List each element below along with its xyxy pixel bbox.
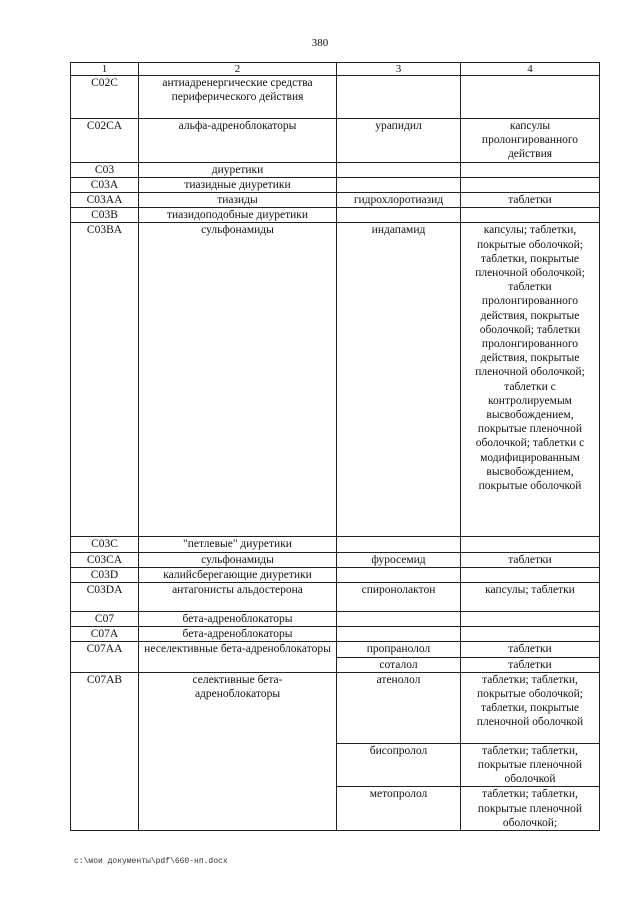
dosage-form: таблетки; таблетки, покрытые оболочкой; таблетки, покрытые пленочной оболочкой — [461, 672, 600, 743]
drug-name — [337, 208, 461, 223]
drug-name: метопролол — [337, 787, 461, 831]
dosage-form: капсулы; таблетки, покрытые оболочкой; таблетки, покрытые пленочной оболочкой; таблетки пролонгированного действия, покрытые оболочкой; таблетки пролонгированного действия, покрытые пленочной оболочкой; таблетки с контролируемым высвобождением, покрытые пленочной оболочкой; таблетки с модифицированным высвобождением, покрытые оболочкой — [461, 223, 600, 537]
drug-name — [337, 537, 461, 552]
group-name: антиадренергические средства периферического действия — [139, 76, 337, 119]
group-name: антагонисты альдостерона — [139, 583, 337, 612]
dosage-form: таблетки; таблетки, покрытые пленочной оболочкой — [461, 743, 600, 787]
group-name: сульфонамиды — [139, 223, 337, 537]
drug-name: спиронолактон — [337, 583, 461, 612]
dosage-form: капсулы пролонгированного действия — [461, 119, 600, 163]
atc-code: C02CA — [71, 119, 139, 163]
column-header: 2 — [139, 63, 337, 76]
drug-name: бисопролол — [337, 743, 461, 787]
dosage-form — [461, 177, 600, 192]
table-row — [71, 223, 600, 537]
drug-name — [337, 76, 461, 119]
group-name: калийсберегающие диуретики — [139, 567, 337, 582]
dosage-form — [461, 162, 600, 177]
atc-code: C03CA — [71, 552, 139, 567]
dosage-form — [461, 612, 600, 627]
group-name: альфа-адреноблокаторы — [139, 119, 337, 163]
table-row — [71, 208, 600, 223]
table-row — [71, 642, 600, 657]
atc-code: C02C — [71, 76, 139, 119]
drug-name — [337, 177, 461, 192]
group-name: бета-адреноблокаторы — [139, 627, 337, 642]
drug-name: соталол — [337, 657, 461, 672]
group-name: тиазидоподобные диуретики — [139, 208, 337, 223]
dosage-form — [461, 76, 600, 119]
drug-name: индапамид — [337, 223, 461, 537]
atc-code: C07A — [71, 627, 139, 642]
column-header: 1 — [71, 63, 139, 76]
atc-code: C03AA — [71, 193, 139, 208]
group-name: тиазиды — [139, 193, 337, 208]
group-name: тиазидные диуретики — [139, 177, 337, 192]
atc-code: C07AA — [71, 642, 139, 672]
page-number: 380 — [311, 37, 329, 49]
column-header: 3 — [337, 63, 461, 76]
table-row — [71, 177, 600, 192]
group-name: селективные бета-адреноблокаторы — [139, 672, 337, 830]
dosage-form — [461, 627, 600, 642]
drug-name — [337, 567, 461, 582]
table-row — [71, 537, 600, 552]
atc-code: C07AB — [71, 672, 139, 830]
atc-code: C03B — [71, 208, 139, 223]
atc-code: C03A — [71, 177, 139, 192]
table-row — [71, 627, 600, 642]
table-row — [71, 567, 600, 582]
dosage-form: капсулы; таблетки — [461, 583, 600, 612]
table-header-row — [71, 63, 600, 76]
atc-code: C03 — [71, 162, 139, 177]
group-name: бета-адреноблокаторы — [139, 612, 337, 627]
footer-file-path: c:\мои документы\pdf\660-нп.docx — [74, 857, 228, 866]
atc-code: C03DA — [71, 583, 139, 612]
dosage-form — [461, 537, 600, 552]
table-row — [71, 583, 600, 612]
dosage-form — [461, 567, 600, 582]
drug-name — [337, 612, 461, 627]
table-row — [71, 162, 600, 177]
atc-code: C03D — [71, 567, 139, 582]
drug-name: гидрохлоротиазид — [337, 193, 461, 208]
atc-code: C03C — [71, 537, 139, 552]
group-name: "петлевые" диуретики — [139, 537, 337, 552]
drug-name: пропранолол — [337, 642, 461, 657]
atc-code: C03BA — [71, 223, 139, 537]
drug-name: урапидил — [337, 119, 461, 163]
table-row — [71, 193, 600, 208]
group-name: сульфонамиды — [139, 552, 337, 567]
drug-name: фуросемид — [337, 552, 461, 567]
table-row — [71, 119, 600, 163]
drug-name — [337, 627, 461, 642]
dosage-form — [461, 208, 600, 223]
table-row — [71, 552, 600, 567]
drug-classification-table — [70, 62, 600, 831]
table-row — [71, 76, 600, 119]
drug-name: атенолол — [337, 672, 461, 743]
dosage-form: таблетки — [461, 642, 600, 657]
dosage-form: таблетки — [461, 193, 600, 208]
dosage-form: таблетки — [461, 552, 600, 567]
column-header: 4 — [461, 63, 600, 76]
dosage-form: таблетки; таблетки, покрытые пленочной оболочкой; — [461, 787, 600, 831]
drug-name — [337, 162, 461, 177]
dosage-form: таблетки — [461, 657, 600, 672]
atc-code: C07 — [71, 612, 139, 627]
table-row — [71, 612, 600, 627]
group-name: диуретики — [139, 162, 337, 177]
group-name: неселективные бета-адреноблокаторы — [139, 642, 337, 672]
table-row — [71, 672, 600, 743]
